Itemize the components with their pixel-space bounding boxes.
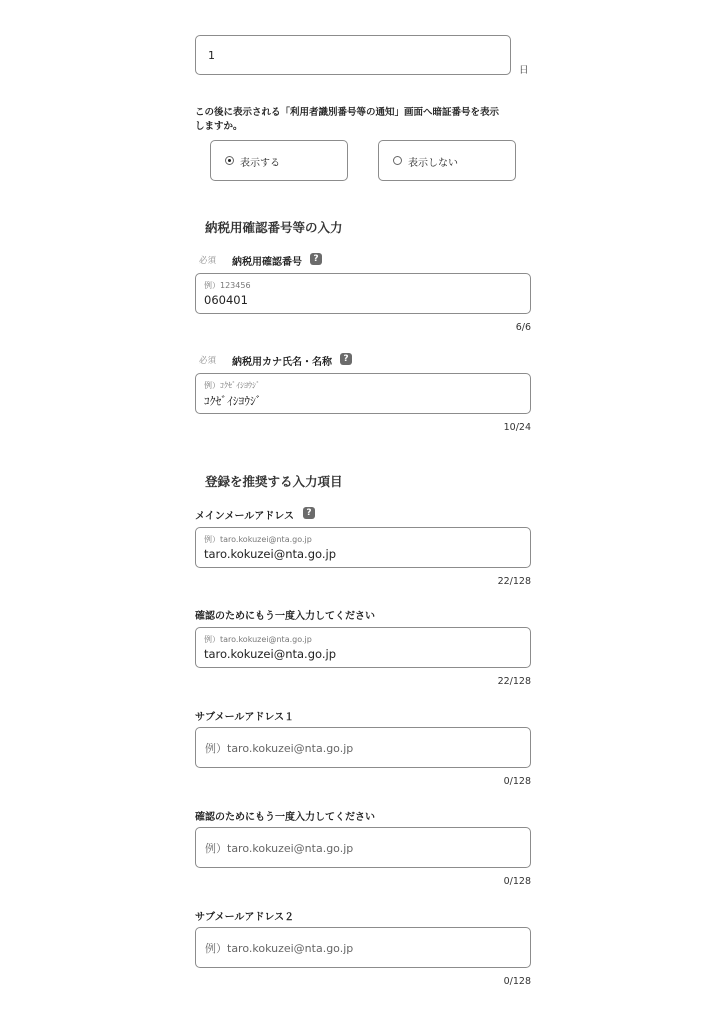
section-tax-confirm-title: 納税用確認番号等の入力 [205, 220, 343, 235]
confirm-number-label: 納税用確認番号 [232, 257, 302, 268]
sub-email1-confirm-counter: 0/128 [503, 876, 531, 887]
main-email-confirm-input[interactable] [195, 627, 531, 668]
question-line-1: この後に表示される「利用者識別番号等の通知」画面へ暗証番号を表示 [195, 107, 500, 118]
days-input[interactable] [195, 35, 511, 75]
help-icon[interactable]: ? [340, 353, 352, 365]
sub-email1-confirm-placeholder: 例）taro.kokuzei@nta.go.jp [205, 842, 354, 855]
section-recommended-title: 登録を推奨する入力項目 [205, 474, 343, 489]
kana-name-value: ｺｸｾﾞｲｼﾖｳｼﾞ [204, 394, 262, 408]
sub-email2-input[interactable] [195, 927, 531, 968]
radio-hide-button[interactable] [393, 156, 402, 165]
radio-show-option[interactable] [210, 140, 348, 181]
radio-hide-option[interactable] [378, 140, 516, 181]
kana-name-label: 納税用カナ氏名・名称 [232, 357, 332, 368]
kana-name-input[interactable] [195, 373, 531, 414]
sub-email1-placeholder: 例）taro.kokuzei@nta.go.jp [205, 742, 354, 755]
question-line-2: しますか。 [195, 121, 243, 132]
main-email-value: taro.kokuzei@nta.go.jp [204, 547, 336, 561]
show-pin-question [195, 106, 535, 134]
sub-email2-label: サブメールアドレス２ [195, 912, 295, 923]
sub-email1-confirm-label: 確認のためにもう一度入力してください [195, 812, 375, 823]
sub-email2-counter: 0/128 [503, 976, 531, 987]
days-unit-label: 日 [519, 65, 529, 76]
confirm-number-counter: 6/6 [515, 322, 531, 333]
help-icon[interactable]: ? [310, 253, 322, 265]
help-icon[interactable]: ? [303, 507, 315, 519]
required-badge: 必須 [199, 356, 217, 366]
sub-email2-placeholder: 例）taro.kokuzei@nta.go.jp [205, 942, 354, 955]
days-input-value: 1 [208, 49, 215, 62]
main-email-label: メインメールアドレス [195, 511, 294, 522]
main-email-counter: 22/128 [497, 576, 531, 587]
main-email-confirm-value: taro.kokuzei@nta.go.jp [204, 647, 336, 661]
radio-show-label: 表示する [240, 158, 280, 169]
main-email-placeholder: 例）taro.kokuzei@nta.go.jp [204, 535, 312, 544]
radio-selected-dot [228, 159, 231, 162]
sub-email1-label: サブメールアドレス１ [195, 712, 295, 723]
confirm-number-placeholder: 例）123456 [204, 281, 251, 290]
main-email-input[interactable] [195, 527, 531, 568]
main-email-confirm-placeholder: 例）taro.kokuzei@nta.go.jp [204, 635, 312, 644]
main-email-confirm-label: 確認のためにもう一度入力してください [195, 611, 375, 622]
kana-name-placeholder: 例）ｺｸｾﾞｲｼﾖｳｼﾞ [204, 381, 260, 390]
required-badge: 必須 [199, 256, 217, 266]
sub-email1-input[interactable] [195, 727, 531, 768]
main-email-confirm-counter: 22/128 [497, 676, 531, 687]
kana-name-counter: 10/24 [503, 422, 531, 433]
confirm-number-value: 060401 [204, 293, 248, 307]
sub-email1-counter: 0/128 [503, 776, 531, 787]
radio-hide-label: 表示しない [408, 158, 458, 169]
confirm-number-input[interactable] [195, 273, 531, 314]
radio-show-button[interactable] [225, 156, 234, 165]
sub-email1-confirm-input[interactable] [195, 827, 531, 868]
